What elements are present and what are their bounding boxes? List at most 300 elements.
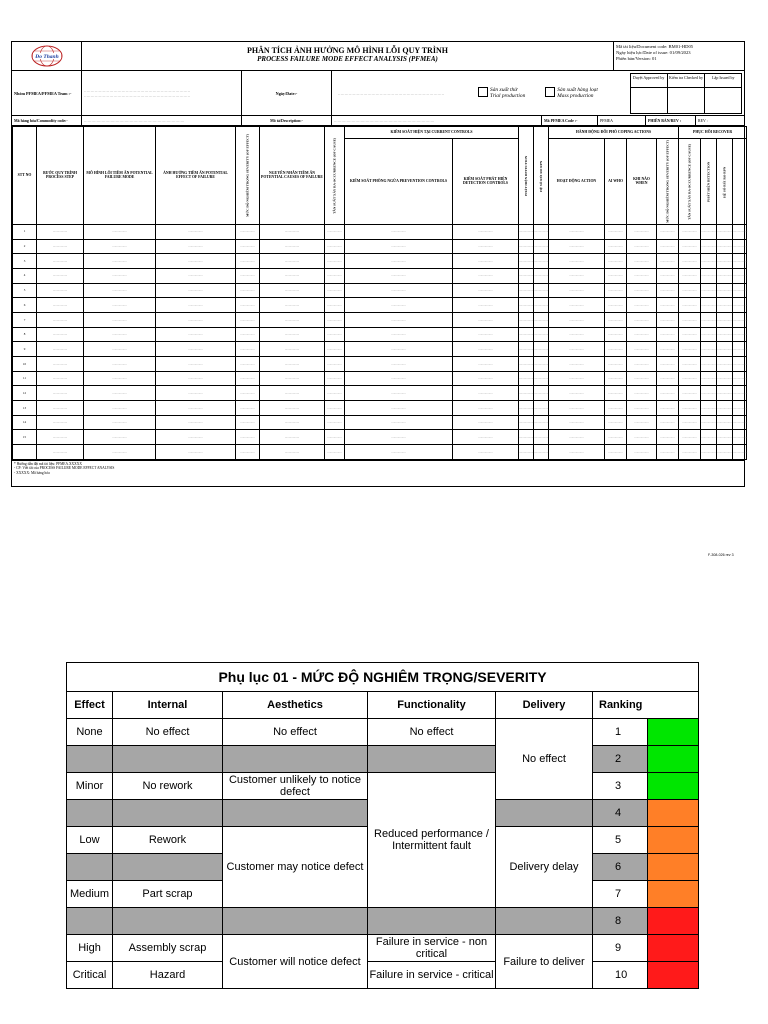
approved-sign[interactable]: [630, 87, 668, 114]
table-cell[interactable]: ..................: [453, 298, 519, 313]
table-cell[interactable]: ..................: [156, 445, 236, 460]
table-cell[interactable]: ..................: [236, 312, 260, 327]
table-cell[interactable]: ..................: [657, 342, 679, 357]
table-cell[interactable]: ..................: [519, 224, 534, 239]
table-cell[interactable]: ..................: [260, 386, 325, 401]
table-cell[interactable]: ..................: [453, 254, 519, 269]
table-cell[interactable]: ..................: [679, 254, 701, 269]
table-cell[interactable]: ..................: [701, 386, 717, 401]
table-cell[interactable]: ..................: [701, 415, 717, 430]
table-cell[interactable]: ..................: [84, 224, 156, 239]
table-cell[interactable]: ..................: [84, 312, 156, 327]
table-cell[interactable]: ..................: [605, 268, 627, 283]
table-cell[interactable]: ..................: [627, 371, 657, 386]
table-cell[interactable]: ..................: [236, 283, 260, 298]
table-cell[interactable]: ..................: [345, 386, 453, 401]
table-cell[interactable]: ..................: [453, 445, 519, 460]
table-cell[interactable]: ..................: [733, 401, 747, 416]
table-cell[interactable]: ..................: [679, 224, 701, 239]
table-cell[interactable]: ..................: [605, 283, 627, 298]
table-cell[interactable]: ..................: [549, 268, 605, 283]
table-cell[interactable]: ..................: [627, 342, 657, 357]
table-cell[interactable]: ..................: [84, 239, 156, 254]
table-cell[interactable]: ..................: [605, 342, 627, 357]
table-cell[interactable]: ..................: [534, 342, 549, 357]
table-cell[interactable]: ..................: [549, 357, 605, 372]
table-cell[interactable]: ..................: [325, 415, 345, 430]
table-cell[interactable]: ..................: [657, 239, 679, 254]
table-cell[interactable]: ..................: [701, 239, 717, 254]
table-cell[interactable]: ..................: [156, 342, 236, 357]
table-cell[interactable]: ..................: [627, 415, 657, 430]
table-cell[interactable]: ..................: [701, 445, 717, 460]
date-input[interactable]: ...............................................................................: [338, 90, 445, 96]
table-cell[interactable]: ..................: [627, 357, 657, 372]
table-cell[interactable]: ..................: [453, 371, 519, 386]
checked-sign[interactable]: [667, 87, 705, 114]
table-cell[interactable]: ..................: [325, 298, 345, 313]
table-cell[interactable]: ..................: [549, 239, 605, 254]
table-cell[interactable]: ..................: [733, 445, 747, 460]
description-field[interactable]: ...............................................................................: [332, 116, 542, 125]
table-cell[interactable]: ..................: [679, 386, 701, 401]
table-cell[interactable]: ..................: [325, 357, 345, 372]
table-cell[interactable]: ..................: [549, 342, 605, 357]
table-cell[interactable]: ..................: [627, 283, 657, 298]
mass-production-option[interactable]: Sản xuất hàng loạt Mass production: [545, 87, 598, 99]
table-cell[interactable]: ..................: [453, 283, 519, 298]
table-cell[interactable]: ..................: [519, 445, 534, 460]
table-cell[interactable]: ..................: [701, 327, 717, 342]
table-cell[interactable]: ..................: [325, 371, 345, 386]
table-cell[interactable]: ..................: [701, 224, 717, 239]
table-cell[interactable]: ..................: [236, 342, 260, 357]
table-cell[interactable]: ..................: [84, 357, 156, 372]
table-cell[interactable]: ..................: [519, 254, 534, 269]
table-cell[interactable]: ..................: [345, 268, 453, 283]
table-cell[interactable]: ..................: [453, 327, 519, 342]
table-cell[interactable]: ..................: [605, 415, 627, 430]
table-cell[interactable]: ..................: [657, 312, 679, 327]
table-cell[interactable]: ..................: [657, 445, 679, 460]
table-cell[interactable]: ..................: [701, 312, 717, 327]
table-cell[interactable]: ..................: [717, 268, 733, 283]
table-cell[interactable]: ..................: [657, 415, 679, 430]
table-cell[interactable]: ..................: [37, 401, 84, 416]
table-cell[interactable]: ..................: [679, 312, 701, 327]
table-cell[interactable]: ..................: [236, 298, 260, 313]
table-cell[interactable]: ..................: [236, 386, 260, 401]
table-cell[interactable]: ..................: [325, 254, 345, 269]
table-cell[interactable]: ..................: [657, 327, 679, 342]
table-cell[interactable]: ..................: [84, 298, 156, 313]
table-cell[interactable]: ..................: [260, 327, 325, 342]
table-cell[interactable]: ..................: [345, 415, 453, 430]
table-cell[interactable]: ..................: [345, 298, 453, 313]
table-cell[interactable]: ..................: [236, 224, 260, 239]
table-cell[interactable]: ..................: [549, 430, 605, 445]
table-cell[interactable]: ..................: [605, 239, 627, 254]
table-cell[interactable]: ..................: [84, 342, 156, 357]
table-cell[interactable]: ..................: [679, 342, 701, 357]
table-cell[interactable]: ..................: [549, 312, 605, 327]
table-cell[interactable]: ..................: [733, 298, 747, 313]
table-cell[interactable]: ..................: [236, 268, 260, 283]
commodity-field[interactable]: ...............................................................................: [82, 116, 242, 125]
trial-checkbox[interactable]: [478, 87, 488, 97]
table-cell[interactable]: ..................: [37, 239, 84, 254]
table-cell[interactable]: ..................: [627, 224, 657, 239]
trial-production-option[interactable]: Sản xuất thử Trial production: [478, 87, 525, 99]
table-cell[interactable]: ..................: [605, 224, 627, 239]
table-cell[interactable]: ..................: [325, 445, 345, 460]
table-cell[interactable]: ..................: [84, 283, 156, 298]
table-cell[interactable]: ..................: [325, 342, 345, 357]
table-cell[interactable]: ..................: [156, 239, 236, 254]
table-cell[interactable]: ..................: [156, 283, 236, 298]
table-cell[interactable]: ..................: [260, 298, 325, 313]
table-cell[interactable]: ..................: [453, 401, 519, 416]
table-cell[interactable]: ..................: [260, 268, 325, 283]
table-cell[interactable]: ..................: [519, 268, 534, 283]
table-cell[interactable]: ..................: [534, 415, 549, 430]
table-cell[interactable]: ..................: [534, 312, 549, 327]
table-cell[interactable]: ..................: [717, 371, 733, 386]
table-cell[interactable]: ..................: [717, 430, 733, 445]
table-cell[interactable]: ..................: [236, 254, 260, 269]
table-cell[interactable]: ..................: [260, 224, 325, 239]
table-cell[interactable]: ..................: [156, 312, 236, 327]
table-cell[interactable]: ..................: [717, 401, 733, 416]
table-cell[interactable]: ..................: [627, 312, 657, 327]
pfmea-code-value[interactable]: PFMEA: [598, 116, 646, 125]
issued-sign[interactable]: [704, 87, 742, 114]
table-cell[interactable]: ..................: [679, 327, 701, 342]
table-cell[interactable]: ..................: [549, 298, 605, 313]
table-cell[interactable]: ..................: [345, 312, 453, 327]
table-cell[interactable]: ..................: [627, 430, 657, 445]
table-cell[interactable]: ..................: [325, 312, 345, 327]
table-cell[interactable]: ..................: [345, 445, 453, 460]
table-cell[interactable]: ..................: [345, 430, 453, 445]
table-cell[interactable]: ..................: [679, 401, 701, 416]
table-cell[interactable]: ..................: [453, 239, 519, 254]
table-cell[interactable]: ..................: [325, 283, 345, 298]
table-cell[interactable]: ..................: [453, 224, 519, 239]
table-cell[interactable]: ..................: [519, 298, 534, 313]
table-cell[interactable]: ..................: [37, 371, 84, 386]
table-cell[interactable]: ..................: [260, 401, 325, 416]
table-cell[interactable]: ..................: [345, 357, 453, 372]
table-cell[interactable]: ..................: [37, 283, 84, 298]
table-cell[interactable]: ..................: [37, 268, 84, 283]
table-cell[interactable]: ..................: [236, 430, 260, 445]
table-cell[interactable]: ..................: [519, 342, 534, 357]
table-cell[interactable]: ..................: [345, 371, 453, 386]
table-cell[interactable]: ..................: [519, 401, 534, 416]
table-cell[interactable]: ..................: [236, 239, 260, 254]
table-cell[interactable]: ..................: [84, 327, 156, 342]
table-cell[interactable]: ..................: [717, 224, 733, 239]
table-cell[interactable]: ..................: [717, 415, 733, 430]
table-cell[interactable]: ..................: [605, 312, 627, 327]
table-cell[interactable]: ..................: [627, 254, 657, 269]
table-cell[interactable]: ..................: [453, 268, 519, 283]
table-cell[interactable]: ..................: [37, 342, 84, 357]
table-cell[interactable]: ..................: [453, 342, 519, 357]
table-cell[interactable]: ..................: [260, 415, 325, 430]
table-cell[interactable]: ..................: [534, 357, 549, 372]
table-cell[interactable]: ..................: [156, 254, 236, 269]
table-cell[interactable]: ..................: [37, 445, 84, 460]
team-field[interactable]: ............................................................................... ...............................................................................: [82, 71, 242, 115]
table-cell[interactable]: ..................: [657, 224, 679, 239]
table-cell[interactable]: ..................: [733, 283, 747, 298]
table-cell[interactable]: ..................: [156, 268, 236, 283]
table-cell[interactable]: ..................: [627, 268, 657, 283]
table-cell[interactable]: ..................: [657, 298, 679, 313]
table-cell[interactable]: ..................: [549, 283, 605, 298]
table-cell[interactable]: ..................: [627, 445, 657, 460]
table-cell[interactable]: ..................: [717, 254, 733, 269]
table-cell[interactable]: ..................: [733, 254, 747, 269]
table-cell[interactable]: ..................: [453, 312, 519, 327]
table-cell[interactable]: ..................: [84, 371, 156, 386]
table-cell[interactable]: ..................: [325, 239, 345, 254]
table-cell[interactable]: ..................: [37, 430, 84, 445]
table-cell[interactable]: ..................: [84, 430, 156, 445]
table-cell[interactable]: ..................: [605, 298, 627, 313]
table-cell[interactable]: ..................: [260, 239, 325, 254]
table-cell[interactable]: ..................: [605, 327, 627, 342]
table-cell[interactable]: ..................: [534, 445, 549, 460]
table-cell[interactable]: ..................: [679, 298, 701, 313]
table-cell[interactable]: ..................: [345, 401, 453, 416]
table-cell[interactable]: ..................: [156, 371, 236, 386]
table-cell[interactable]: ..................: [701, 254, 717, 269]
table-cell[interactable]: ..................: [701, 268, 717, 283]
table-cell[interactable]: ..................: [37, 327, 84, 342]
table-cell[interactable]: ..................: [156, 415, 236, 430]
table-cell[interactable]: ..................: [156, 401, 236, 416]
table-cell[interactable]: ..................: [260, 312, 325, 327]
table-cell[interactable]: ..................: [325, 327, 345, 342]
table-cell[interactable]: ..................: [679, 268, 701, 283]
table-cell[interactable]: ..................: [679, 445, 701, 460]
table-cell[interactable]: ..................: [534, 283, 549, 298]
table-cell[interactable]: ..................: [519, 327, 534, 342]
table-cell[interactable]: ..................: [657, 283, 679, 298]
table-cell[interactable]: ..................: [156, 327, 236, 342]
table-cell[interactable]: ..................: [701, 401, 717, 416]
table-cell[interactable]: ..................: [717, 445, 733, 460]
table-cell[interactable]: ..................: [345, 239, 453, 254]
table-cell[interactable]: ..................: [325, 224, 345, 239]
table-cell[interactable]: ..................: [345, 254, 453, 269]
table-cell[interactable]: ..................: [549, 445, 605, 460]
table-cell[interactable]: ..................: [84, 401, 156, 416]
table-cell[interactable]: ..................: [84, 268, 156, 283]
table-cell[interactable]: ..................: [717, 327, 733, 342]
table-cell[interactable]: ..................: [701, 283, 717, 298]
table-cell[interactable]: ..................: [519, 386, 534, 401]
table-cell[interactable]: ..................: [701, 430, 717, 445]
table-cell[interactable]: ..................: [37, 224, 84, 239]
table-cell[interactable]: ..................: [717, 283, 733, 298]
table-cell[interactable]: ..................: [534, 224, 549, 239]
table-cell[interactable]: ..................: [627, 386, 657, 401]
table-cell[interactable]: ..................: [733, 327, 747, 342]
table-cell[interactable]: ..................: [453, 430, 519, 445]
table-cell[interactable]: ..................: [156, 357, 236, 372]
table-cell[interactable]: ..................: [260, 342, 325, 357]
table-cell[interactable]: ..................: [717, 312, 733, 327]
table-cell[interactable]: ..................: [260, 430, 325, 445]
table-cell[interactable]: ..................: [37, 298, 84, 313]
table-cell[interactable]: ..................: [717, 357, 733, 372]
table-cell[interactable]: ..................: [534, 268, 549, 283]
table-cell[interactable]: ..................: [156, 430, 236, 445]
table-cell[interactable]: ..................: [605, 386, 627, 401]
table-cell[interactable]: ..................: [657, 430, 679, 445]
table-cell[interactable]: ..................: [345, 342, 453, 357]
table-cell[interactable]: ..................: [679, 283, 701, 298]
table-cell[interactable]: ..................: [453, 415, 519, 430]
table-cell[interactable]: ..................: [156, 224, 236, 239]
table-cell[interactable]: ..................: [236, 401, 260, 416]
table-cell[interactable]: ..................: [701, 342, 717, 357]
table-cell[interactable]: ..................: [679, 371, 701, 386]
table-cell[interactable]: ..................: [236, 357, 260, 372]
table-cell[interactable]: ..................: [260, 371, 325, 386]
table-cell[interactable]: ..................: [325, 268, 345, 283]
table-cell[interactable]: ..................: [519, 430, 534, 445]
table-cell[interactable]: ..................: [156, 386, 236, 401]
table-cell[interactable]: ..................: [453, 357, 519, 372]
table-cell[interactable]: ..................: [325, 401, 345, 416]
rev-value[interactable]: REV :: [698, 118, 708, 123]
table-cell[interactable]: ..................: [345, 283, 453, 298]
table-cell[interactable]: ..................: [605, 371, 627, 386]
table-cell[interactable]: ..................: [519, 283, 534, 298]
table-cell[interactable]: ..................: [519, 357, 534, 372]
table-cell[interactable]: ..................: [549, 386, 605, 401]
mass-checkbox[interactable]: [545, 87, 555, 97]
table-cell[interactable]: ..................: [717, 239, 733, 254]
table-cell[interactable]: ..................: [260, 254, 325, 269]
table-cell[interactable]: ..................: [260, 283, 325, 298]
table-cell[interactable]: ..................: [733, 357, 747, 372]
table-cell[interactable]: ..................: [519, 415, 534, 430]
table-cell[interactable]: ..................: [657, 268, 679, 283]
table-cell[interactable]: ..................: [37, 386, 84, 401]
table-cell[interactable]: ..................: [519, 239, 534, 254]
table-cell[interactable]: ..................: [84, 386, 156, 401]
table-cell[interactable]: ..................: [84, 254, 156, 269]
table-cell[interactable]: ..................: [549, 371, 605, 386]
table-cell[interactable]: ..................: [37, 254, 84, 269]
table-cell[interactable]: ..................: [534, 430, 549, 445]
table-cell[interactable]: ..................: [733, 224, 747, 239]
table-cell[interactable]: ..................: [37, 312, 84, 327]
table-cell[interactable]: ..................: [733, 268, 747, 283]
table-cell[interactable]: ..................: [733, 415, 747, 430]
table-cell[interactable]: ..................: [657, 357, 679, 372]
table-cell[interactable]: ..................: [627, 298, 657, 313]
table-cell[interactable]: ..................: [701, 357, 717, 372]
table-cell[interactable]: ..................: [701, 371, 717, 386]
table-cell[interactable]: ..................: [236, 445, 260, 460]
table-cell[interactable]: ..................: [549, 401, 605, 416]
table-cell[interactable]: ..................: [236, 371, 260, 386]
table-cell[interactable]: ..................: [534, 401, 549, 416]
table-cell[interactable]: ..................: [733, 371, 747, 386]
table-cell[interactable]: ..................: [549, 327, 605, 342]
table-cell[interactable]: ..................: [236, 415, 260, 430]
table-cell[interactable]: ..................: [733, 386, 747, 401]
table-cell[interactable]: ..................: [605, 430, 627, 445]
table-cell[interactable]: ..................: [717, 298, 733, 313]
table-cell[interactable]: ..................: [549, 254, 605, 269]
table-cell[interactable]: ..................: [519, 312, 534, 327]
table-cell[interactable]: ..................: [84, 415, 156, 430]
table-cell[interactable]: ..................: [549, 224, 605, 239]
table-cell[interactable]: ..................: [657, 401, 679, 416]
table-cell[interactable]: ..................: [733, 312, 747, 327]
table-cell[interactable]: ..................: [549, 415, 605, 430]
table-cell[interactable]: ..................: [84, 445, 156, 460]
table-cell[interactable]: ..................: [156, 298, 236, 313]
table-cell[interactable]: ..................: [679, 415, 701, 430]
table-cell[interactable]: ..................: [605, 254, 627, 269]
table-cell[interactable]: ..................: [605, 401, 627, 416]
table-cell[interactable]: ..................: [679, 239, 701, 254]
table-cell[interactable]: ..................: [733, 239, 747, 254]
table-cell[interactable]: ..................: [733, 430, 747, 445]
table-cell[interactable]: ..................: [627, 239, 657, 254]
table-cell[interactable]: ..................: [345, 327, 453, 342]
table-cell[interactable]: ..................: [717, 342, 733, 357]
table-cell[interactable]: ..................: [733, 342, 747, 357]
table-cell[interactable]: ..................: [260, 445, 325, 460]
table-cell[interactable]: ..................: [534, 327, 549, 342]
table-cell[interactable]: ..................: [325, 386, 345, 401]
table-cell[interactable]: ..................: [260, 357, 325, 372]
table-cell[interactable]: ..................: [534, 254, 549, 269]
table-cell[interactable]: ..................: [37, 357, 84, 372]
table-cell[interactable]: ..................: [534, 386, 549, 401]
table-cell[interactable]: ..................: [657, 371, 679, 386]
table-cell[interactable]: ..................: [701, 298, 717, 313]
table-cell[interactable]: ..................: [534, 239, 549, 254]
table-cell[interactable]: ..................: [534, 371, 549, 386]
table-cell[interactable]: ..................: [37, 415, 84, 430]
table-cell[interactable]: ..................: [345, 224, 453, 239]
table-cell[interactable]: ..................: [627, 327, 657, 342]
table-cell[interactable]: ..................: [717, 386, 733, 401]
table-cell[interactable]: ..................: [657, 254, 679, 269]
table-cell[interactable]: ..................: [453, 386, 519, 401]
table-cell[interactable]: ..................: [325, 430, 345, 445]
table-cell[interactable]: ..................: [657, 386, 679, 401]
table-cell[interactable]: ..................: [534, 298, 549, 313]
table-cell[interactable]: ..................: [605, 445, 627, 460]
table-cell[interactable]: ..................: [627, 401, 657, 416]
table-cell[interactable]: ..................: [679, 430, 701, 445]
table-cell[interactable]: ..................: [605, 357, 627, 372]
table-cell[interactable]: ..................: [519, 371, 534, 386]
table-cell[interactable]: ..................: [236, 327, 260, 342]
